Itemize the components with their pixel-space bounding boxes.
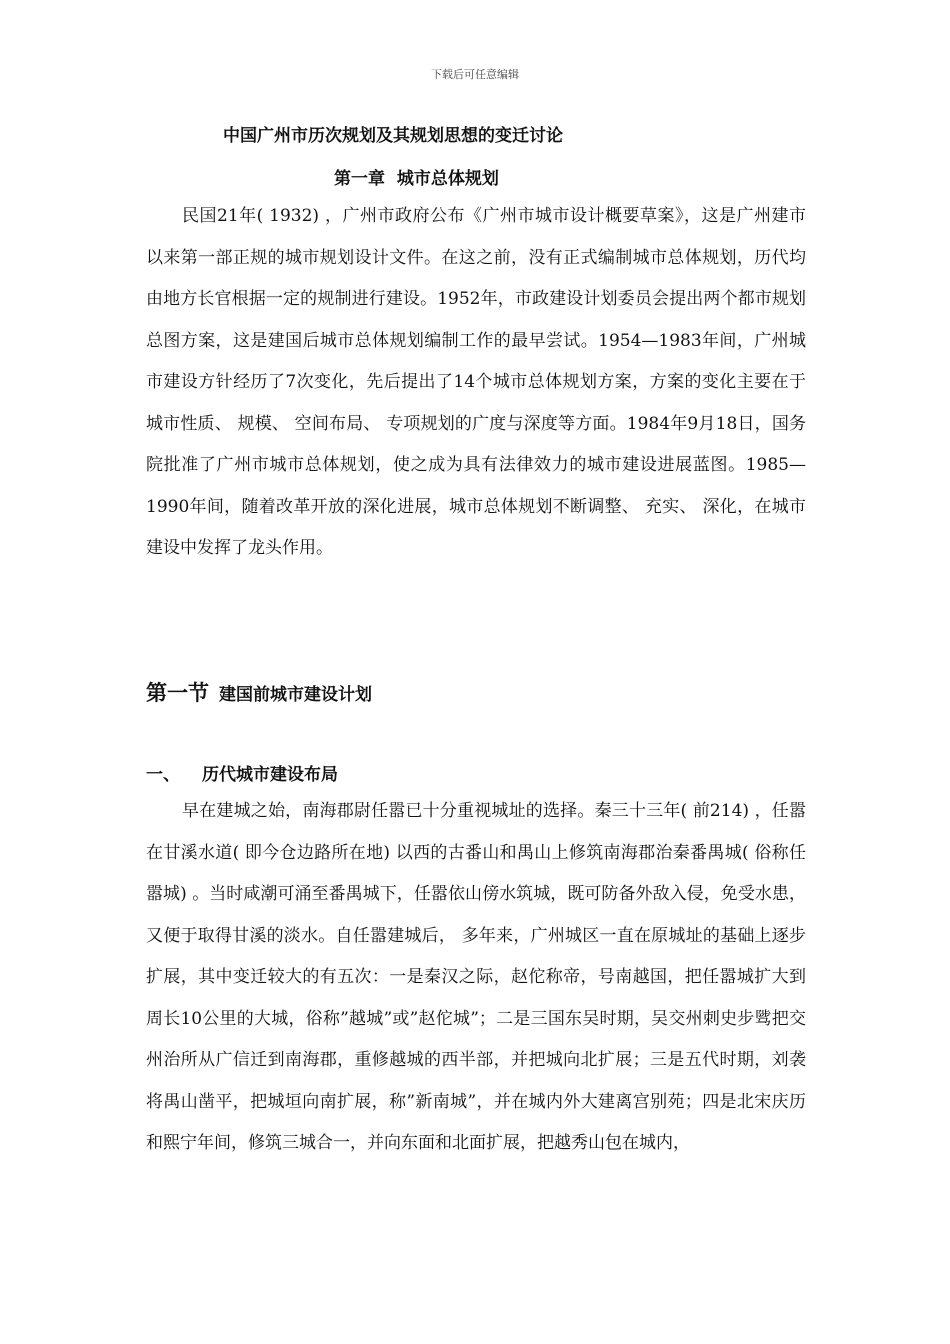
chapter-title: 第一章 城市总体规划 bbox=[334, 169, 499, 189]
subsection-title: 历代城市建设布局 bbox=[202, 765, 338, 785]
header-note: 下载后可任意编辑 bbox=[431, 68, 519, 81]
section-number: 第一节 bbox=[146, 681, 209, 705]
history-paragraph: 早在建城之始，南海郡尉任嚣已十分重视城址的选择。秦三十三年( 前214) ，任嚣在甘溪水道( 即今仓边路所在地) 以西的古番山和禺山上修筑南海郡治秦番禺城( 俗称任嚣城) 。当时咸潮可涌至番禺城下，任嚣依山傍水筑城，既可防备外敌入侵，免受水患，又便于取得甘溪的淡水。自任嚣建城后， 多年来，广州城区一直在原城址的基础上逐步扩展，其中变迁较大的有五次：一是秦汉之际，赵佗称帝，号南越国，把任嚣城扩大到周长10公里的大城，俗称”越城”或”赵佗城”；二是三国东吴时期，吴交州刺史步骘把交州治所从广信迁到南海郡，重修越城的西半部，并把城向北扩展；三是五代时期，刘袭将禺山凿平，把城垣向南扩展，称”新南城”，并在城内外大建离宫别苑；四是北宋庆历和熙宁年间，修筑三城合一，并向东面和北面扩展，把越秀山包在城内， bbox=[146, 801, 806, 1153]
subsection-number: 一、 bbox=[146, 765, 180, 785]
section-title: 建国前城市建设计划 bbox=[219, 685, 372, 705]
section-heading bbox=[146, 677, 372, 707]
subsection-heading bbox=[146, 760, 338, 785]
document-title: 中国广州市历次规划及其规划思想的变迁讨论 bbox=[223, 126, 563, 146]
intro-paragraph: 民国21年( 1932) ，广州市政府公布《广州市城市设计概要草案》，这是广州建市以来第一部正规的城市规划设计文件。在这之前，没有正式编制城市总体规划，历代均由地方长官根据一定的规制进行建设。1952年，市政建设计划委员会提出两个都市规划总图方案，这是建国后城市总体规划编制工作的最早尝试。1954—1983年间，广州城市建设方针经历了7次变化，先后提出了14个城市总体规划方案，方案的变化主要在于城市性质、 规模、 空间布局、 专项规划的广度与深度等方面。1984年9月18日，国务院批准了广州市城市总体规划，使之成为具有法律效力的城市建设进展蓝图。1985—1990年间，随着改革开放的深化进展，城市总体规划不断调整、 充实、 深化，在城市建设中发挥了龙头作用。 bbox=[146, 206, 806, 558]
